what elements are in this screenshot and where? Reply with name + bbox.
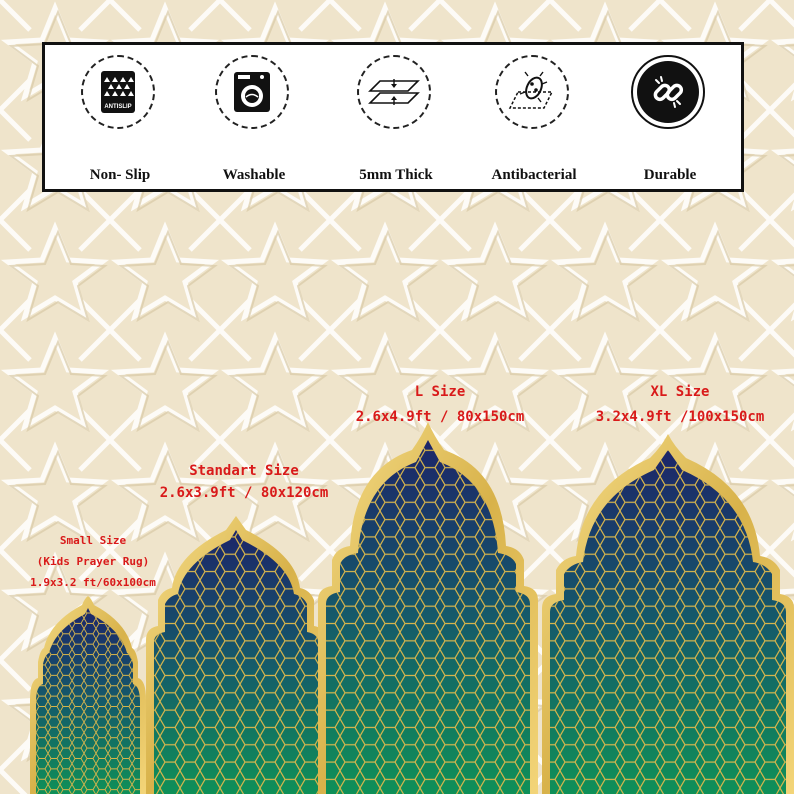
standard-size-title: Standart Size — [189, 463, 299, 479]
xl-size-dims: 3.2x4.9ft /100x150cm — [595, 409, 765, 425]
small-size-label — [0, 535, 186, 588]
large-size-label — [330, 385, 550, 424]
feature-label: 5mm Thick — [359, 167, 433, 183]
large-size-title: L Size — [414, 384, 466, 400]
feature-label: Antibacterial — [491, 167, 577, 183]
small-rug — [30, 596, 146, 794]
small-size-title: Small Size — [59, 534, 127, 547]
feature-label: Durable — [643, 167, 697, 183]
small-size-subtitle: (Kids Prayer Rug) — [36, 555, 150, 568]
antislip-badge-text: ANTISLIP — [104, 104, 132, 110]
xl-size-title: XL Size — [650, 384, 710, 400]
small-size-dims: 1.9x3.2 ft/60x100cm — [30, 576, 156, 589]
feature-label: Non- Slip — [89, 167, 151, 183]
standard-size-dims: 2.6x3.9ft / 80x120cm — [159, 485, 329, 501]
xl-rug — [542, 434, 794, 794]
xl-size-label — [566, 385, 794, 424]
standard-size-label — [136, 464, 352, 500]
large-size-dims: 2.6x4.9ft / 80x150cm — [355, 409, 525, 425]
feature-label: Washable — [222, 167, 286, 183]
